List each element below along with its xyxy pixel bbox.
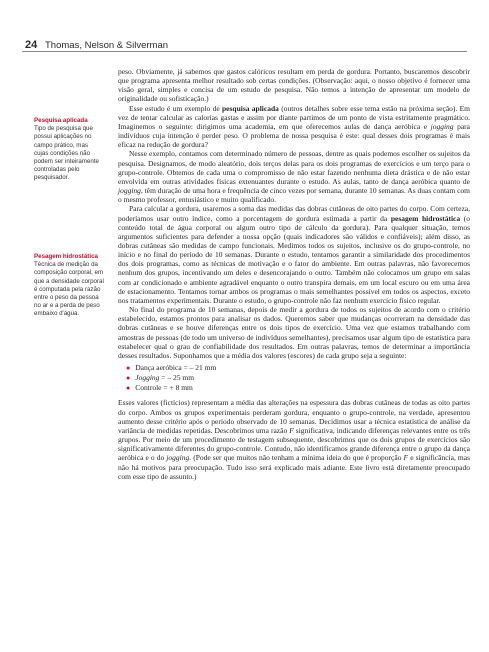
main-text-column [118,67,470,481]
text-run: (outros detalhes sobre esse tema estão na próxima seção). Em vez de tentar calcular as calorias gastas e assim por diante partimos de um ponto de vista estritamente pragmático. Imaginemos o seguinte: dirigimos uma academia, em que oferecemos aulas de dança aeróbica e [118,103,471,131]
bullet-icon: ● [126,384,131,393]
text-run: . (Pode ser que muitos não tenham a mínima ideia do que é proporção [189,453,404,463]
list-item-text: = – 25 mm [159,373,195,383]
text-run: Esses valores (fictícios) representam a média das alterações na espessura das dobras cutâneas de todas as oito partes do corpo. Ambos os grupos experimentais perderam gordura, enquanto o grupo-controle, na verdade, apresentou aumento desse critério após o período observado de 10 semanas. Decidimos usar a técnica estatística de análise da variância de medidas repetidas. Descobrimos uma razão [118,398,470,435]
text-run: significativa, indicando diferenças relevantes entre os três grupos. Por meio de um procedimento de testagem subsequente, descobrimos que os dois grupos de exercícios são significativamente diferentes do grupo-controle. Contudo, não identificamos grande diferença entre o grupo da dança aeróbica e o do [118,425,470,463]
emphasis: F [289,425,294,435]
emphasis: jogging [430,121,454,131]
list-item [126,383,470,393]
header-rule [22,51,467,52]
list-item [126,363,470,373]
text-run: , têm duração de uma hora e frequência de cinco vezes por semana, durante 10 semanas. As duas contam com o mesmo professor, entusiástico e muito qualificado. [118,186,470,205]
list-item-text: Dança aeróbica = – 21 mm [135,363,217,372]
emphasis: jogging [166,453,190,463]
margin-note-definition: Técnica de medição da composição corporal, em que a densidade corporal é computada pela razão entre o peso da pessoa no ar e a perda de peso embaixo d'água. [34,261,104,318]
text-run: Nesse exemplo, contamos com determinado número de pessoas, dentre as quais podemos escolher os sujeitos da pesquisa. Designamos, de modo aleatório, dois terços delas para os dois programas de exercícios e um terço para o grupo-controle. Obtemos de cada uma o compromisso de não estar fazendo nenhuma dieta drástica e de não estar envolvida em outras atividades físicas extenuantes durante o estudo. As aulas, tanto de dança aeróbica quanto de [118,149,470,186]
page-number: 24 [25,39,38,51]
margin-note-term: Pesquisa aplicada [34,117,88,124]
text-run: para indivíduos cuja intenção é perder peso. O problema de nossa pesquisa é este: qual desses dois programas é mais eficaz na redução de gordura? [118,121,470,150]
paragraph [118,149,470,204]
paragraph: No final do programa de 10 semanas, depois de medir a gordura de todos os sujeitos de acordo com o critério estabelecido, estamos prontos para analisar os dados. Queremos saber que mudanças ocorreram na densidade das dobras cutâneas e se houve diferenças entre os dois tipos de exercício. Uma vez que estamos trabalhando com amostras de pessoas (de todo um universo de indivíduos semelhantes), precisamos usar algum tipo de estatística para estabelecer qual o grau de confiabilidade dos resultados. Em outras palavras, temos de determinar a importância desses resultados. Suponhamos que a média dos valores (escores) de cada grupo seja a seguinte: [118,305,470,360]
margin-note-term: Pesagem hidrostática [34,253,98,260]
results-list [118,363,470,393]
margin-note-hydrostatic-weighing [34,253,104,319]
key-term-hydrostatic-weighing: pesagem hidrostática [390,213,461,223]
margin-note-definition: Tipo de pesquisa que possui aplicações no campo prático, mas cujas condições não podem ser inteiramente controladas pelo pesquisador. [34,125,100,182]
emphasis: jogging [118,186,141,196]
list-item-text: Controle = + 8 mm [135,383,193,393]
emphasis: F [403,453,409,463]
list-item [126,373,470,383]
margin-note-applied-research [34,117,104,183]
bullet-icon: ● [126,374,131,383]
text-run: (o conteúdo total de água corporal ou algum outro tipo de cálculo da gordura). Para qualquer situação, temos argumentos suficientes para defender a nossa opção (quais indicadores são válidos e confiáveis); além disso, as dobras cutâneas são medidas de campo funcionais. Medimos todos os sujeitos, inclusive os do grupo-controle, no início e no final do período de 10 semanas. Durante o estudo, tentamos garantir a similaridade dos procedimentos dos dois programas, como as técnicas de motivação e o fator do ambiente. Em outras palavras, não favorecemos nenhum dos grupos, incentivando um deles e desencorajando o outro. Também não colocamos um grupo em salas com ar condicionado e ambiente agradável enquanto o outro transpira demais, em um local escuro ou em uma área de estacionamento. Tentamos tornar ambos os programas o mais semelhantes possível em todos os aspectos, exceto nos tratamentos experimentais. Durante o estudo, o grupo-controle não faz nenhum exercício físico regular. [118,213,471,305]
text-run: Para calcular a gordura, usaremos a soma das medidas das dobras cutâneas de oito partes do corpo. Com certeza, poderíamos usar outro índice, como a porcentagem de gordura estimada a partir da [118,204,470,223]
paragraph: peso. Obviamente, já sabemos que gastos calóricos resultam em perda de gordura. Portanto, buscaremos descobrir que programa apresenta melhor resultado sob certas condições. (Observação: aqui, o nosso objetivo é fornecer uma visão geral, simples e concisa de um estudo de pesquisa. Não temos a intenção de apresentar um modelo de originalidade ou sofisticação.) [118,67,470,104]
paragraph [118,398,470,480]
paragraph [118,104,470,150]
bullet-icon: ● [126,364,131,372]
text-run: e significância, mas não há motivos para preocupação. Tudo isso será explicado mais adiante. Este livro está diretamente preocupado com esse tipo de assunto.) [118,453,470,481]
running-head: Thomas, Nelson & Silverman [45,40,169,51]
text-run: Esse estudo é um exemplo de [129,103,222,113]
emphasis: Jogging [135,373,160,383]
paragraph [118,204,470,305]
key-term-applied-research: pesquisa aplicada [221,103,279,113]
